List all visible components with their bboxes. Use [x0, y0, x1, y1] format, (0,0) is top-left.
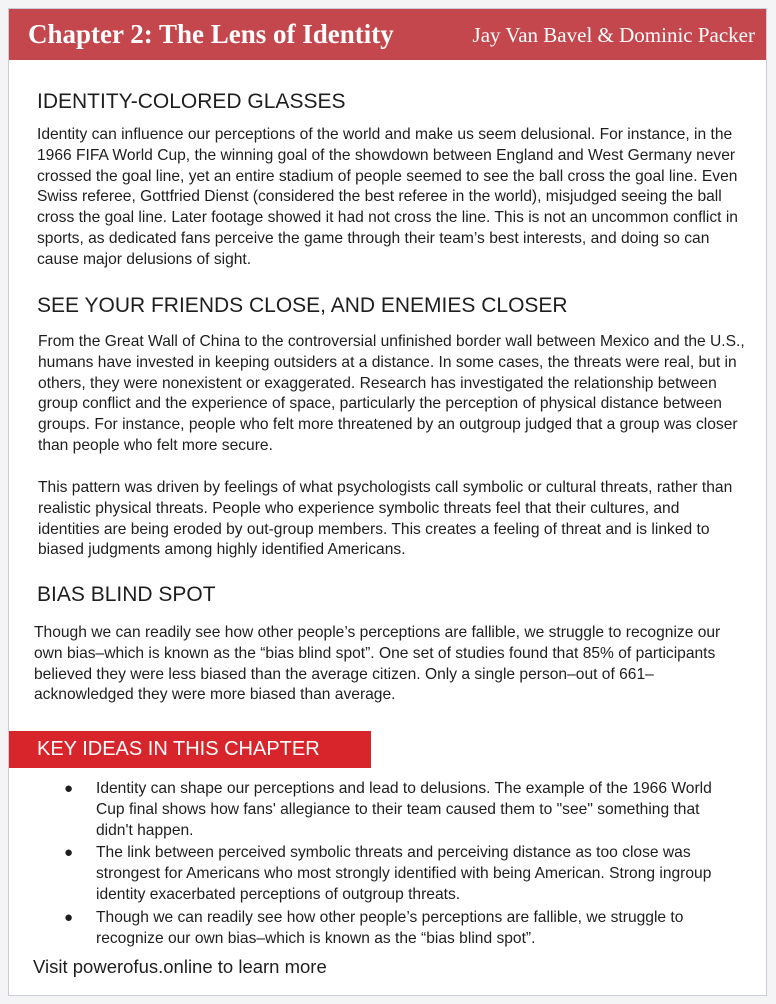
chapter-authors: Jay Van Bavel & Dominic Packer	[472, 23, 755, 47]
document-page	[8, 8, 767, 996]
list-item	[59, 908, 729, 950]
key-ideas-banner: KEY IDEAS IN THIS CHAPTER	[9, 731, 371, 768]
bullet-icon: ●	[64, 780, 74, 797]
key-idea-text: Identity can shape our perceptions and lead to delusions. The example of the 1966 World Cup final shows how fans' allegiance to their team caused them to "see" something that didn't happen.	[96, 780, 712, 839]
list-item	[59, 843, 729, 905]
list-item	[59, 779, 729, 841]
section-heading-friends-enemies: SEE YOUR FRIENDS CLOSE, AND ENEMIES CLOSER	[37, 294, 568, 317]
footer-link-text: Visit powerofus.online to learn more	[33, 956, 327, 977]
key-idea-text: The link between perceived symbolic threats and perceiving distance as too close was strongest for Americans who most strongly identified with being American. Strong ingroup identity exacerbated perceptions of outgroup threats.	[96, 844, 712, 903]
section-paragraph: Identity can influence our perceptions of the world and make us seem delusional. For instance, in the 1966 FIFA World Cup, the winning goal of the showdown between England and West Germany never crossed the goal line, yet an entire stadium of people seemed to see the ball cross the goal line. Even Swiss referee, Gottfried Dienst (considered the best referee in the world), misjudged seeing the ball cross the goal line. Later footage showed it had not cross the line. This is not an uncommon conflict in sports, as dedicated fans perceive the game through their team’s best interests, and doing so can cause major delusions of sight.	[37, 126, 738, 268]
section-paragraph: Though we can readily see how other people’s perceptions are fallible, we struggle to recognize our own bias–which is known as the “bias blind spot”. One set of studies found that 85% of participants believed they were less biased than the average citizen. Only a single person–out of 661–acknowledged they were more biased than average.	[34, 624, 721, 704]
bullet-icon: ●	[64, 908, 74, 926]
key-ideas-list	[59, 779, 729, 949]
bullet-icon: ●	[64, 844, 74, 862]
section-paragraph: From the Great Wall of China to the controversial unfinished border wall between Mexico and the U.S., humans have invested in keeping outsiders at a distance. In some cases, the threats were real, but in others, they were nonexistent or exaggerated. Research has investigated the relationship between group conflict and the experience of space, particularly the perception of physical distance between groups. For instance, people who felt more threatened by an outgroup judged that a group was closer than people who felt more secure.	[38, 333, 745, 454]
key-idea-text: Though we can readily see how other people’s perceptions are fallible, we struggle to recognize our own bias–which is known as the “bias blind spot”.	[96, 908, 684, 947]
section-heading-identity-colored-glasses: IDENTITY-COLORED GLASSES	[37, 90, 346, 113]
chapter-header	[9, 9, 766, 60]
chapter-title: Chapter 2: The Lens of Identity	[28, 19, 394, 49]
section-heading-bias-blind-spot: BIAS BLIND SPOT	[37, 583, 216, 606]
section-paragraph: This pattern was driven by feelings of what psychologists call symbolic or cultural threats, rather than realistic physical threats. People who experience symbolic threats feel that their cultures, and identities are being eroded by out-group members. This creates a feeling of threat and is linked to biased judgments among highly identified Americans.	[38, 479, 733, 559]
